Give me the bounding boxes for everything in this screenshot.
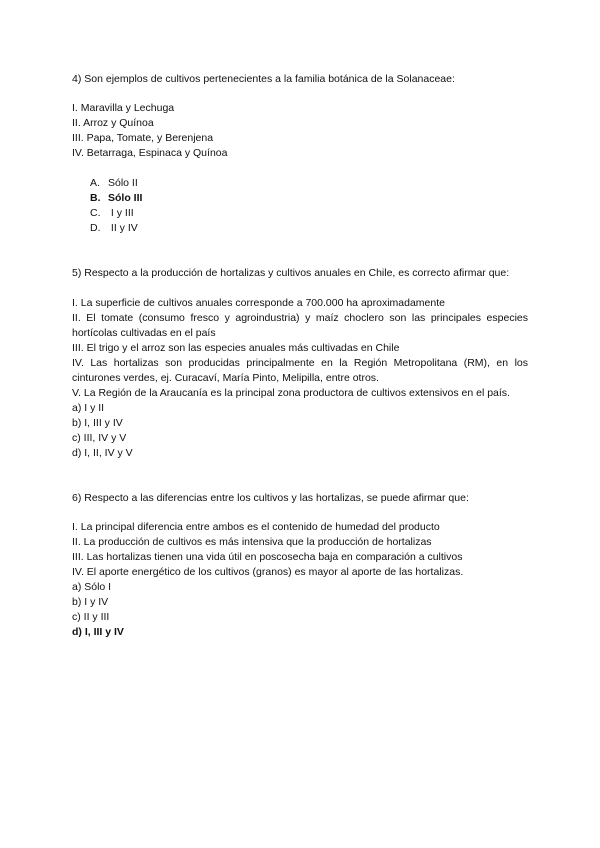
question-5-option-b: b) I, III y IV (72, 417, 123, 429)
question-5-item: I. La superficie de cultivos anuales corresponde a 700.000 ha aproximadamente (72, 297, 445, 309)
question-5-item: IV. Las hortalizas son producidas principalmente en la Región Metropolitana (RM), en los cinturones verdes, ej. Curacaví, María Pinto, Melipilla, entre otros. (72, 357, 528, 384)
question-5-title: 5) Respecto a la producción de hortalizas y cultivos anuales en Chile, es correcto afirmar que: (72, 267, 510, 279)
option-text: II y IV (108, 222, 138, 234)
option-text: I y III (108, 207, 134, 219)
question-4-item: I. Maravilla y Lechuga (72, 102, 175, 114)
option-letter: D. (90, 222, 101, 234)
question-5-item: II. El tomate (consumo fresco y agroindustria) y maíz choclero son las principales especies hortícolas cultivadas en el país (72, 312, 528, 339)
question-5-options (72, 401, 528, 461)
question-6-item: III. Las hortalizas tienen una vida útil en poscosecha baja en comparación a cultivos (72, 551, 463, 563)
question-6-option-d: d) I, III y IV (72, 626, 124, 638)
option-text: Sólo III (108, 192, 143, 204)
question-6-option-c: c) II y III (72, 611, 110, 623)
question-4-option-d (72, 221, 528, 236)
question-5-option-a: a) I y II (72, 402, 105, 414)
question-6-title: 6) Respecto a las diferencias entre los cultivos y las hortalizas, se puede afirmar que: (72, 492, 469, 504)
option-letter: A. (90, 177, 100, 189)
question-6-item: I. La principal diferencia entre ambos es el contenido de humedad del producto (72, 521, 440, 533)
question-4-option-a (72, 176, 528, 191)
question-6-item: IV. El aporte energético de los cultivos (granos) es mayor al aporte de las hortalizas. (72, 566, 464, 578)
question-6-item: II. La producción de cultivos es más intensiva que la producción de hortalizas (72, 536, 432, 548)
question-4-options (72, 176, 528, 236)
question-6-options (72, 580, 528, 640)
question-4-item: III. Papa, Tomate, y Berenjena (72, 132, 214, 144)
question-5 (72, 266, 528, 461)
exam-page (72, 72, 528, 640)
question-4-title: 4) Son ejemplos de cultivos pertenecientes a la familia botánica de la Solanaceae: (72, 73, 455, 85)
option-letter: C. (90, 207, 101, 219)
question-4-item: IV. Betarraga, Espinaca y Quínoa (72, 147, 228, 159)
option-letter: B. (90, 192, 101, 204)
question-5-option-d: d) I, II, IV y V (72, 447, 133, 459)
question-4-option-b (72, 191, 528, 206)
question-6-option-a: a) Sólo I (72, 581, 112, 593)
question-4-item: II. Arroz y Quínoa (72, 117, 154, 129)
question-4-option-c (72, 206, 528, 221)
question-4 (72, 72, 528, 236)
question-6-option-b: b) I y IV (72, 596, 109, 608)
question-5-option-c: c) III, IV y V (72, 432, 127, 444)
question-5-item: III. El trigo y el arroz son las especies anuales más cultivadas en Chile (72, 342, 400, 354)
question-5-item: V. La Región de la Araucanía es la principal zona productora de cultivos extensivos en el país. (72, 387, 510, 399)
option-text: Sólo II (108, 177, 138, 189)
question-6 (72, 491, 528, 640)
